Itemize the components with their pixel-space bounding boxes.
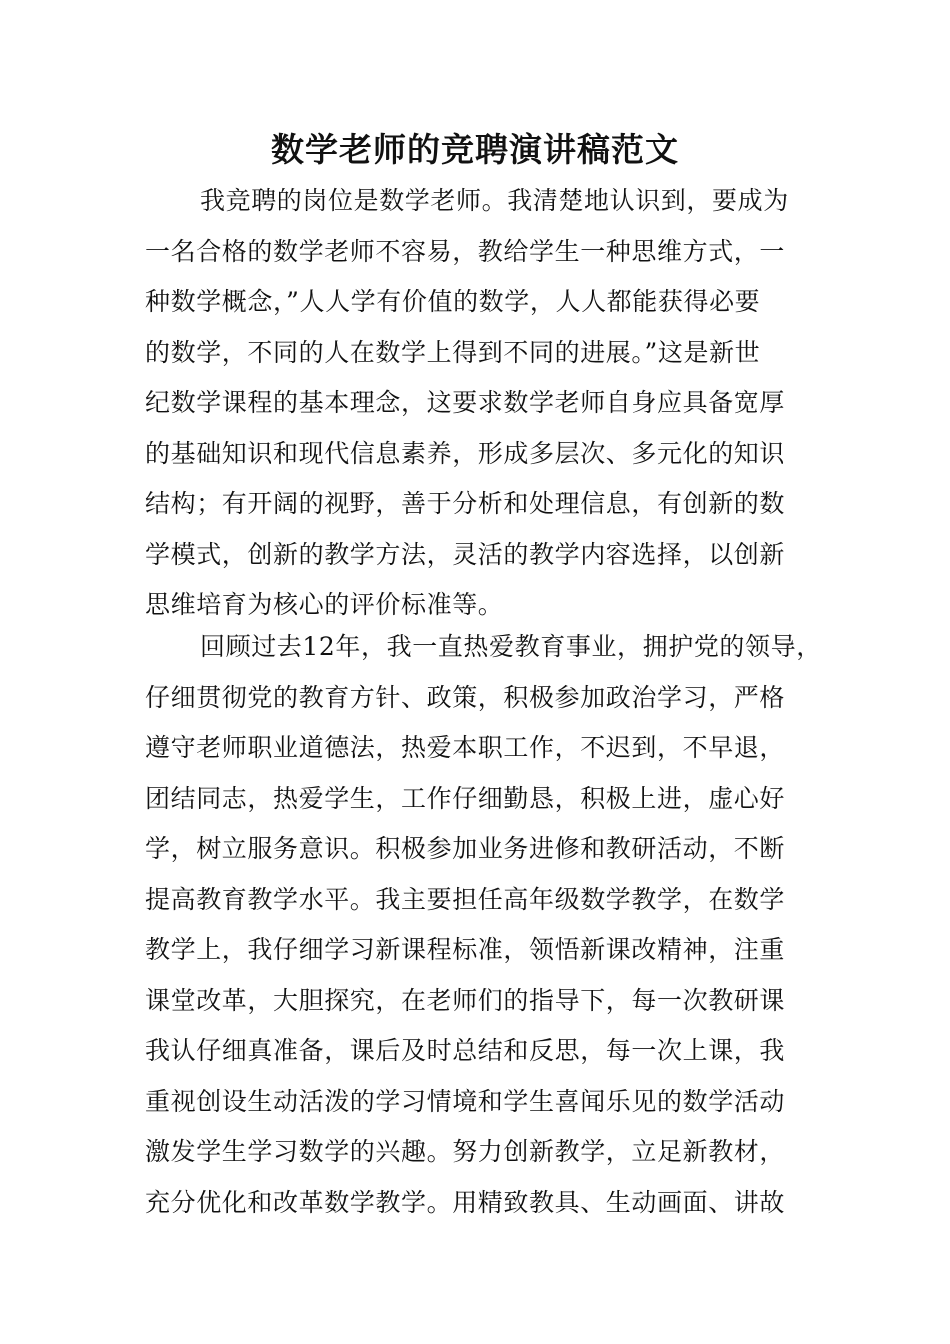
text-line: 学，树立服务意识。积极参加业务进修和教研活动，不断 <box>145 834 786 863</box>
text-line: 学模式，创新的教学方法，灵活的教学内容选择，以创新 <box>145 539 786 569</box>
text-line: 团结同志，热爱学生，工作仔细勤恳，积极上进，虚心好 <box>145 783 786 813</box>
text-line: 我认仔细真准备，课后及时总结和反思，每一次上课，我 <box>145 1036 786 1065</box>
text-line: 提高教育教学水平。我主要担任高年级数学教学，在数学 <box>145 884 786 914</box>
text-line: 的基础知识和现代信息素养，形成多层次、多元化的知识 <box>145 438 786 468</box>
text-line: 激发学生学习数学的兴趣。努力创新教学，立足新教材， <box>145 1137 786 1166</box>
document-title: 数学老师的竞聘演讲稿范文 <box>271 130 679 169</box>
text-line: 我竞聘的岗位是数学老师。我清楚地认识到，要成为 <box>200 186 789 215</box>
text-line: 种数学概念，”人人学有价值的数学，人人都能获得必要 <box>145 287 761 316</box>
paragraph-2 <box>145 622 822 1228</box>
text-line: 充分优化和改革数学教学。用精致教具、生动画面、讲故 <box>145 1187 786 1217</box>
text-line: 遵守老师职业道德法，热爱本职工作，不迟到，不早退， <box>145 733 786 762</box>
text-line: 回顾过去12年，我一直热爱教育事业，拥护党的领导， <box>200 632 822 661</box>
text-line: 重视创设生动活泼的学习情境和学生喜闻乐见的数学活动 <box>145 1086 786 1116</box>
text-line: 的数学，不同的人在数学上得到不同的进展。”这是新世 <box>145 337 761 367</box>
text-line: 仔细贯彻党的教育方针、政策，积极参加政治学习，严格 <box>145 682 786 712</box>
text-line: 纪数学课程的基本理念，这要求数学老师自身应具备宽厚 <box>145 388 786 417</box>
text-line: 教学上，我仔细学习新课程标准，领悟新课改精神，注重 <box>145 935 786 964</box>
text-line: 结构；有开阔的视野，善于分析和处理信息，有创新的数 <box>145 489 786 518</box>
paragraph-1 <box>145 176 815 631</box>
text-line: 一名合格的数学老师不容易，教给学生一种思维方式，一 <box>145 236 786 266</box>
text-line: 课堂改革，大胆探究，在老师们的指导下，每一次教研课 <box>145 985 786 1015</box>
text-line: 思维培育为核心的评价标准等。 <box>145 590 504 619</box>
